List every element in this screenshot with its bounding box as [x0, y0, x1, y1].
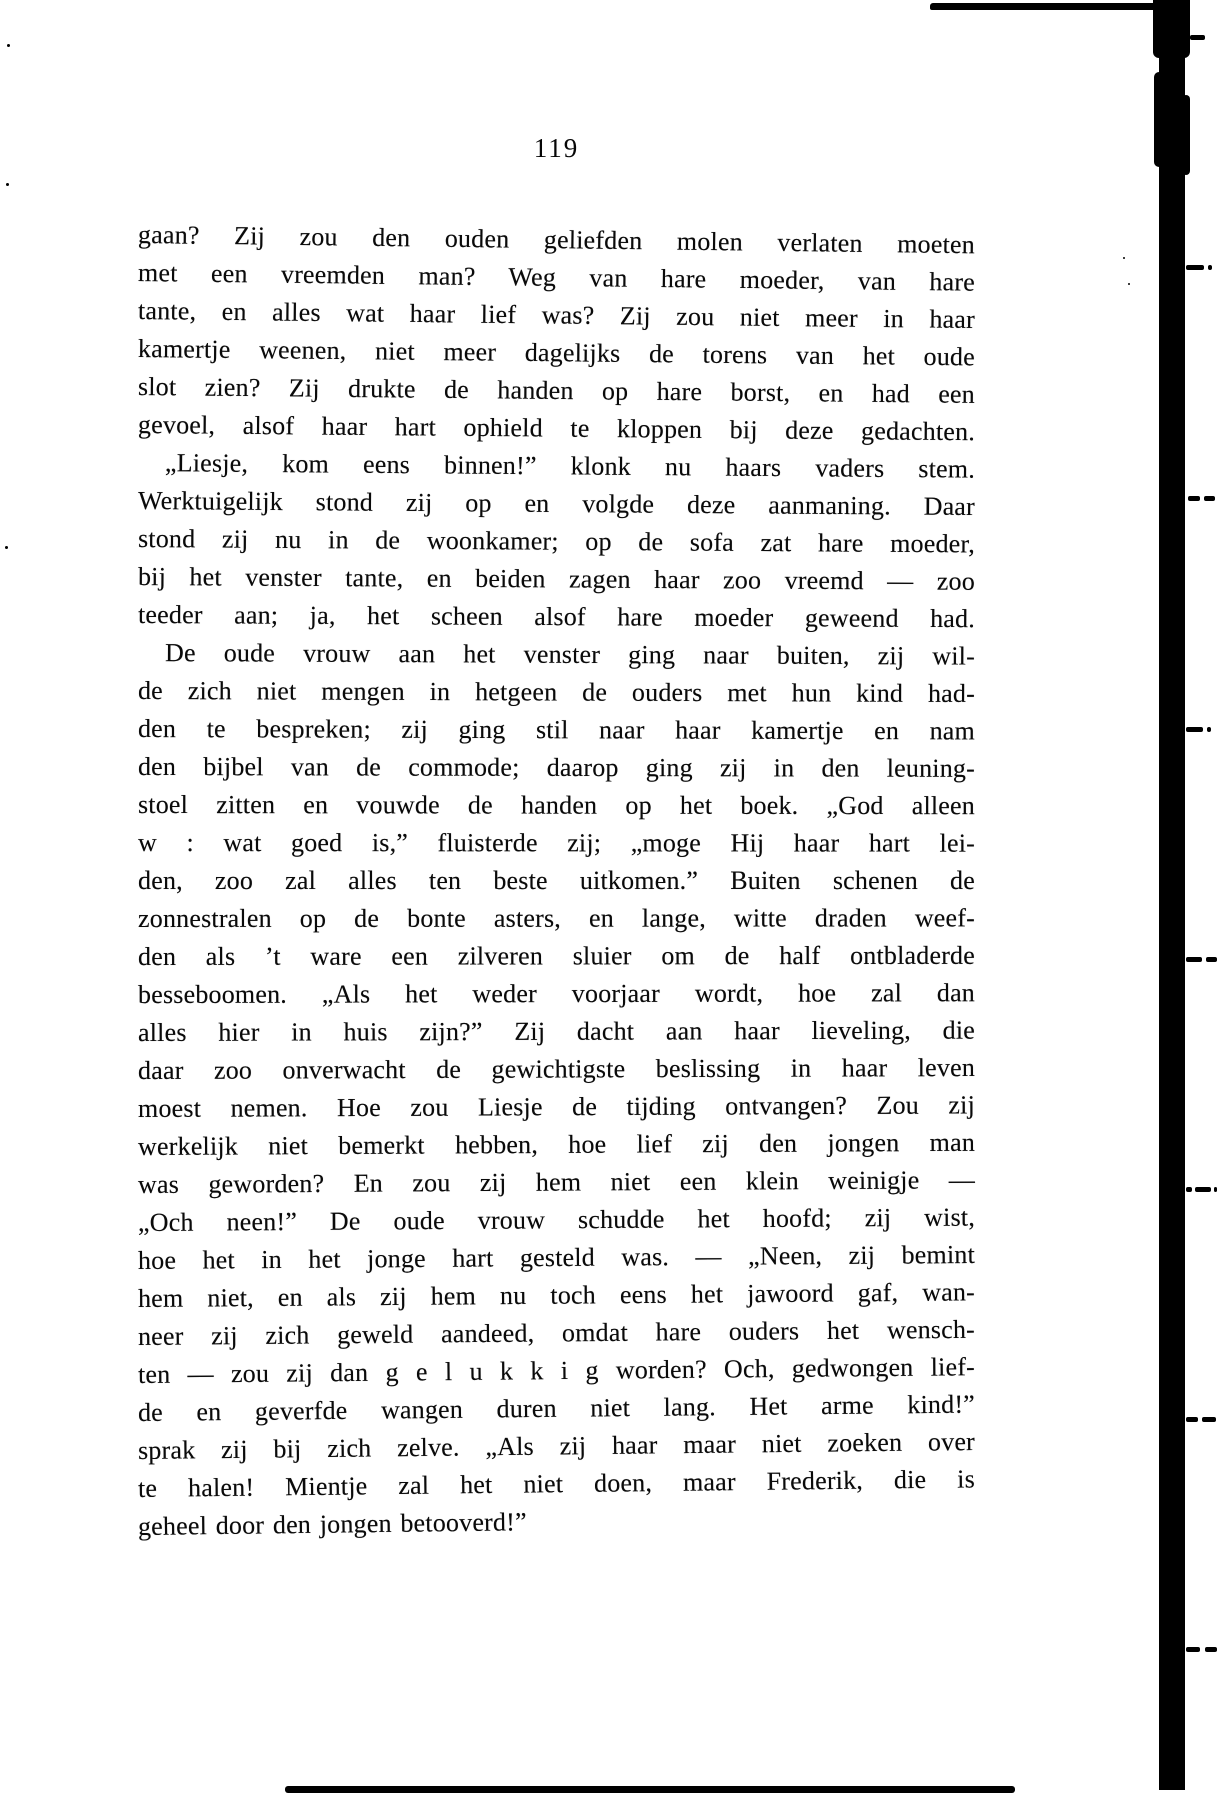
text-line: tante, en alles wat haar lief was? Zij zou niet meer in haar [137, 296, 976, 335]
text-line: de zich niet mengen in hetgeen de ouders met hun kind had- [137, 676, 976, 709]
text-line: den, zoo zal alles ten beste uitkomen.” Buiten schenen de [138, 866, 975, 895]
text-line: geheel door den jongen betooverd!” [137, 1507, 527, 1541]
text-line: den bijbel van de commode; daarop ging zij in den leuning- [137, 752, 976, 783]
scan-artifact-dash [1186, 1187, 1192, 1192]
text-line: stond zij nu in de woonkamer; op de sofa zat hare moeder, [137, 524, 976, 559]
text-line: slot zien? Zij drukte de handen op hare borst, en had een [137, 372, 976, 409]
scan-artifact-speck [5, 546, 8, 549]
page-number: 119 [533, 133, 580, 163]
scan-artifact-dash [1208, 265, 1212, 270]
text-line: Werktuigelijk stond zij op en volgde deze aanmaning. Daar [137, 486, 976, 522]
scan-artifact-dash [1207, 727, 1211, 732]
scan-artifact-dash [1190, 35, 1205, 40]
scan-artifact-bottom-rule [285, 1786, 1015, 1793]
text-line: ten — zou zij dan g e l u k k i g worden? Och, gedwongen lief- [137, 1352, 976, 1389]
scan-artifact-dash [1186, 265, 1204, 270]
scan-artifact-speck [1128, 283, 1130, 285]
scan-artifact-top-rule [930, 3, 1186, 10]
text-line: bij het venster tante, en beiden zagen haar zoo vreemd — zoo [137, 562, 976, 596]
text-line: teeder aan; ja, het scheen alsof hare moeder geweend had. [137, 600, 976, 634]
scan-artifact-bar-bulge [1154, 72, 1164, 167]
text-line: moest nemen. Hoe zou Liesje de tijding ontvangen? Zou zij [137, 1090, 976, 1123]
text-line: zonnestralen op de bonte asters, en lange, witte draden weef- [137, 903, 976, 933]
text-line: hoe het in het jonge hart gesteld was. — „Neen, zij bemint [137, 1239, 976, 1275]
text-line: gevoel, alsof haar hart ophield te kloppen bij deze gedachten. [137, 410, 976, 447]
scan-artifact-dash [1188, 496, 1200, 501]
text-line: sprak zij bij zich zelve. „Als zij haar maar niet zoeken over [137, 1426, 976, 1465]
text-line: met een vreemden man? Weg van hare moeder, van hare [137, 258, 976, 297]
scan-artifact-bar-top-cap [1153, 0, 1190, 58]
scan-artifact-speck [6, 183, 9, 186]
text-line: w : wat goed is,” fluisterde zij; „moge Hij haar hart lei- [137, 828, 976, 858]
text-line: „Liesje, kom eens binnen!” klonk nu haars vaders stem. [164, 448, 976, 484]
text-line: neer zij zich geweld aandeed, omdat hare ouders het wensch- [137, 1314, 976, 1351]
text-line: was geworden? En zou zij hem niet een klein weinigje — [137, 1165, 976, 1199]
text-line: hem niet, en als zij hem nu toch eens het jawoord gaf, wan- [137, 1277, 976, 1313]
scan-artifact-speck [1123, 257, 1125, 259]
body-text [138, 216, 975, 1546]
scan-artifact-dash [1186, 727, 1203, 732]
scan-artifact-binding-bar [1159, 0, 1185, 1790]
text-line: De oude vrouw aan het venster ging naar buiten, zij wil- [164, 638, 976, 671]
scan-artifact-dash [1186, 957, 1202, 962]
text-line: werkelijk niet bemerkt hebben, hoe lief zij den jongen man [137, 1127, 976, 1161]
scan-artifact-dash [1202, 1417, 1216, 1422]
scan-artifact-dash [1195, 1187, 1211, 1192]
scan-artifact-speck [7, 44, 10, 47]
scan-artifact-dash [1206, 957, 1217, 962]
text-line: den te bespreken; zij ging stil naar haar kamertje en nam [137, 714, 976, 746]
text-line: gaan? Zij zou den ouden geliefden molen verlaten moeten [137, 220, 976, 260]
scan-artifact-dash [1204, 496, 1215, 501]
text-line: stoel zitten en vouwde de handen op het boek. „God alleen [137, 790, 976, 821]
text-line: daar zoo onverwacht de gewichtigste beslissing in haar leven [137, 1052, 976, 1085]
scan-artifact-bar-bulge [1182, 95, 1190, 175]
scan-artifact-dash [1186, 1417, 1198, 1422]
text-line: den als ’t ware een zilveren sluier om de half ontbladerde [137, 940, 976, 971]
text-line: te halen! Mientje zal het niet doen, maar Frederik, die is [137, 1464, 976, 1503]
text-line: kamertje weenen, niet meer dagelijks de torens van het oude [137, 334, 976, 372]
text-line: de en geverfde wangen duren niet lang. Het arme kind!” [137, 1389, 976, 1427]
scan-artifact-dash [1205, 1647, 1217, 1652]
text-line: besseboomen. „Als het weder voorjaar wordt, hoe zal dan [137, 978, 976, 1009]
scan-artifact-dash [1186, 1647, 1200, 1652]
text-line: alles hier in huis zijn?” Zij dacht aan haar lieveling, die [137, 1015, 976, 1047]
text-line: „Och neen!” De oude vrouw schudde het hoofd; zij wist, [137, 1202, 976, 1237]
